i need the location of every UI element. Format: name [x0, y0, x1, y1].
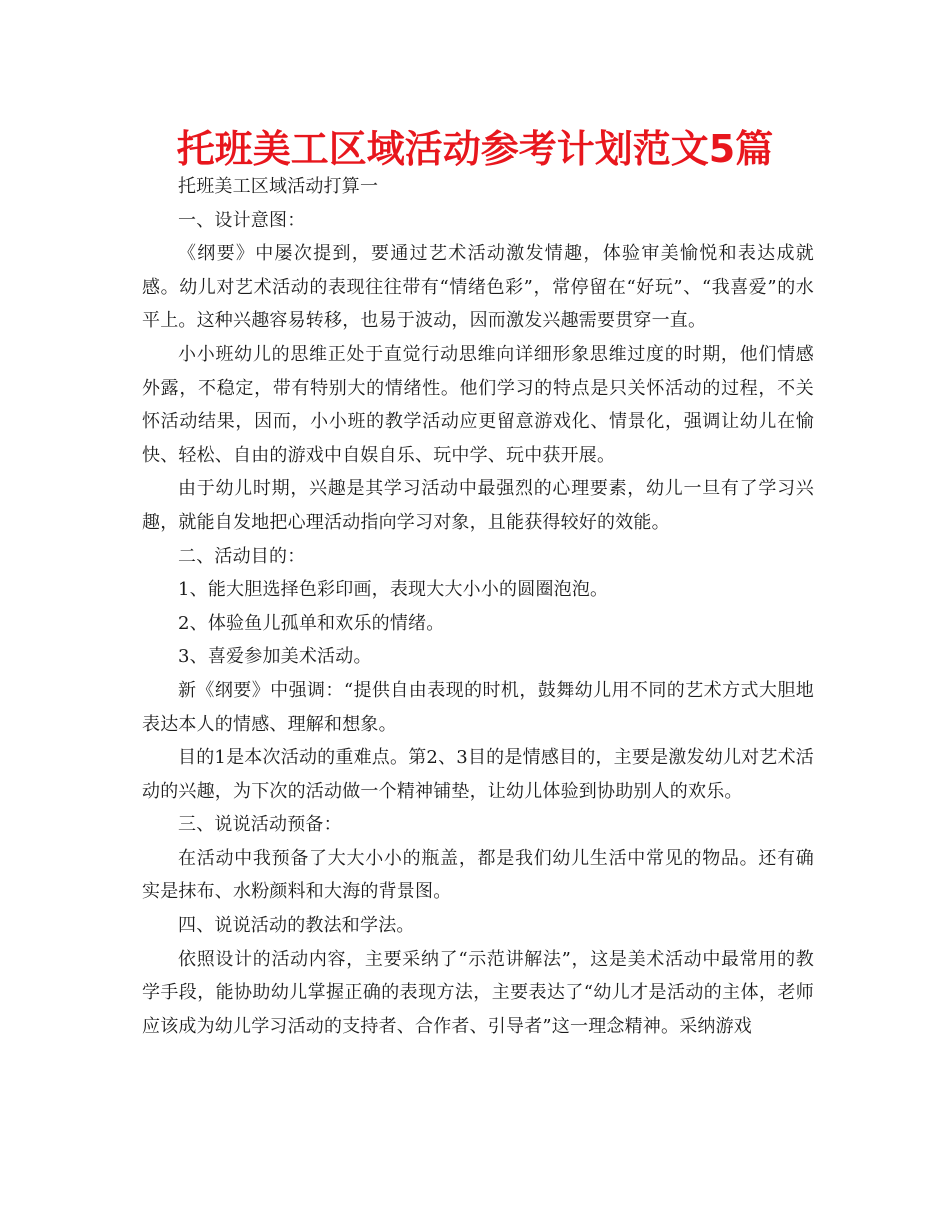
paragraph: 由于幼儿时期，兴趣是其学习活动中最强烈的心理要素，幼儿一旦有了学习兴趣，就能自发地把心理活动指向学习对象，且能获得较好的效能。: [142, 478, 814, 533]
paragraph: 目的1是本次活动的重难点。第2、3目的是情感目的，主要是激发幼儿对艺术活动的兴趣，为下次的活动做一个精神铺垫，让幼儿体验到协助别人的欢乐。: [142, 747, 814, 802]
document-body: [142, 170, 814, 1043]
paragraph: 《纲要》中屡次提到，要通过艺术活动激发情趣，体验审美愉悦和表达成就感。幼儿对艺术活动的表现往往带有“情绪色彩”，常停留在“好玩”、“我喜爱”的水平上。这种兴趣容易转移，也易于波动，因而激发兴趣需要贯穿一直。: [142, 243, 814, 332]
paragraph: 小小班幼儿的思维正处于直觉行动思维向详细形象思维过度的时期，他们情感外露，不稳定，带有特别大的情绪性。他们学习的特点是只关怀活动的过程，不关怀活动结果，因而，小小班的教学活动应更留意游戏化、情景化，强调让幼儿在愉快、轻松、自由的游戏中自娱自乐、玩中学、玩中获开展。: [142, 343, 814, 466]
subheading-design-intent: 一、设计意图：: [178, 209, 306, 231]
list-item: 3、喜爱参加美术活动。: [178, 646, 372, 668]
subheading-preparation: 三、说说活动预备：: [178, 814, 342, 836]
list-item: 1、能大胆选择色彩印画，表现大大小小的圆圈泡泡。: [178, 579, 609, 601]
paragraph: 依照设计的活动内容，主要采纳了“示范讲解法”，这是美术活动中最常用的教学手段，能协助幼儿掌握正确的表现方法，主要表达了“幼儿才是活动的主体，老师应该成为幼儿学习活动的支持者、合作者、引导者”这一理念精神。采纳游戏: [142, 948, 814, 1037]
subheading-activity-goals: 二、活动目的：: [178, 545, 306, 567]
section-heading: 托班美工区域活动打算一: [178, 176, 379, 197]
document-title: 托班美工区域活动参考计划范文5篇: [176, 127, 774, 171]
paragraph: 新《纲要》中强调：“提供自由表现的时机，鼓舞幼儿用不同的艺术方式大胆地表达本人的情感、理解和想象。: [142, 679, 814, 735]
subheading-methods: 四、说说活动的教法和学法。: [178, 915, 415, 937]
paragraph: 在活动中我预备了大大小小的瓶盖，都是我们幼儿生活中常见的物品。还有确实是抹布、水粉颜料和大海的背景图。: [142, 847, 814, 903]
list-item: 2、体验鱼儿孤单和欢乐的情绪。: [178, 612, 445, 634]
